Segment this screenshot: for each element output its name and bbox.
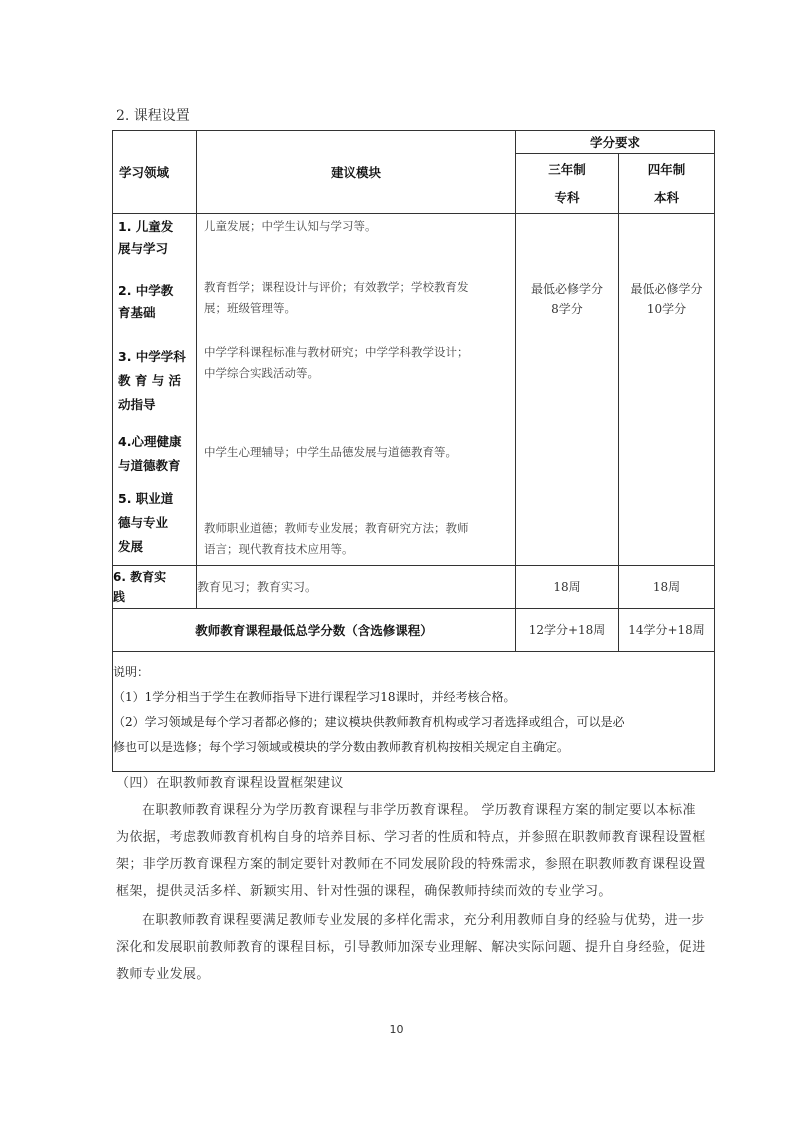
page-number: 10 — [389, 1023, 404, 1036]
min-credit-four-year: 最低必修学分 10学分 — [619, 214, 715, 566]
module-item: 教育哲学；课程设计与评价；有效教学；学校教育发 展；班级管理等。 — [204, 280, 469, 315]
module-list-cell — [197, 214, 516, 566]
min-credit-three-year: 最低必修学分 8学分 — [516, 214, 619, 566]
header-four-year-line1: 四年制 — [647, 161, 686, 177]
total-three-year: 12学分+18周 — [516, 609, 619, 652]
module-item: 儿童发展；中学生认知与学习等。 — [204, 219, 377, 233]
header-three-year-line1: 三年制 — [548, 161, 586, 177]
module-item: 中学学科课程标准与教材研究；中学学科教学设计； 中学综合实践活动等。 — [204, 345, 469, 380]
module-item: 教师职业道德；教师专业发展；教育研究方法；教师 语言；现代教育技术应用等。 — [204, 521, 469, 556]
domain-item: 1. 儿童发 展与学习 — [118, 219, 174, 256]
practice-label: 6. 教育实 践 — [113, 566, 197, 609]
header-credit-group: 学分要求 — [516, 131, 715, 154]
notes-item-2-line1: （2）学习领域是每个学习者都必修的；建议模块供教师教育机构或学习者选择或组合，可以是必 — [113, 715, 625, 729]
header-three-year-line2: 专科 — [554, 189, 580, 205]
practice-module: 教育见习；教育实习。 — [197, 566, 516, 609]
domain-item: 2. 中学教 育基础 — [118, 283, 174, 320]
section-title: 2. 课程设置 — [116, 108, 190, 124]
practice-three-year: 18周 — [516, 566, 619, 609]
header-domain: 学习领域 — [113, 131, 197, 214]
header-four-year-line2: 本科 — [654, 189, 680, 205]
notes-cell — [113, 652, 715, 772]
total-four-year: 14学分+18周 — [619, 609, 715, 652]
curriculum-table — [112, 130, 715, 772]
domain-item: 4.心理健康 与道德教育 — [118, 434, 182, 473]
section4-paragraph-1: 在职教师教育课程分为学历教育课程与非学历教育课程。 学历教育课程方案的制定要以本标准 为依据，考虑教师教育机构自身的培养目标、学习者的性质和特点，并参照在职教师教育课程设置框 架；非学历教育课程方案的制定要针对教师在不同发展阶段的特殊需求，参照在职教师教育课程设置 框架，提供灵活多样、新颖实用、针对性强的课程，确保教师持续而效的专业学习。 — [116, 803, 706, 899]
domain-item: 5. 职业道 德与专业 发展 — [118, 491, 174, 554]
header-three-year — [516, 154, 619, 214]
notes-title: 说明： — [113, 665, 150, 679]
header-module: 建议模块 — [197, 131, 516, 214]
header-four-year — [619, 154, 715, 214]
domain-list-cell — [113, 214, 197, 566]
notes-item-2-line2: 修也可以是选修；每个学习领域或模块的学分数由教师教育机构按相关规定自主确定。 — [113, 740, 570, 754]
section4-paragraph-2: 在职教师教育课程要满足教师专业发展的多样化需求，充分利用教师自身的经验与优势，进一步 深化和发展职前教师教育的课程目标，引导教师加深专业理解、解决实际问题、提升自身经验，促进 教师专业发展。 — [116, 913, 706, 982]
practice-four-year: 18周 — [619, 566, 715, 609]
module-item: 中学生心理辅导；中学生品德发展与道德教育等。 — [204, 445, 457, 459]
section4-heading: （四）在职教师教育课程设置框架建议 — [116, 776, 344, 791]
domain-item: 3. 中学学科 教 育 与 活 动指导 — [118, 349, 186, 412]
notes-item-1: （1）1学分相当于学生在教师指导下进行课程学习18课时，并经考核合格。 — [113, 690, 516, 704]
total-label: 教师教育课程最低总学分数（含选修课程） — [113, 609, 516, 652]
